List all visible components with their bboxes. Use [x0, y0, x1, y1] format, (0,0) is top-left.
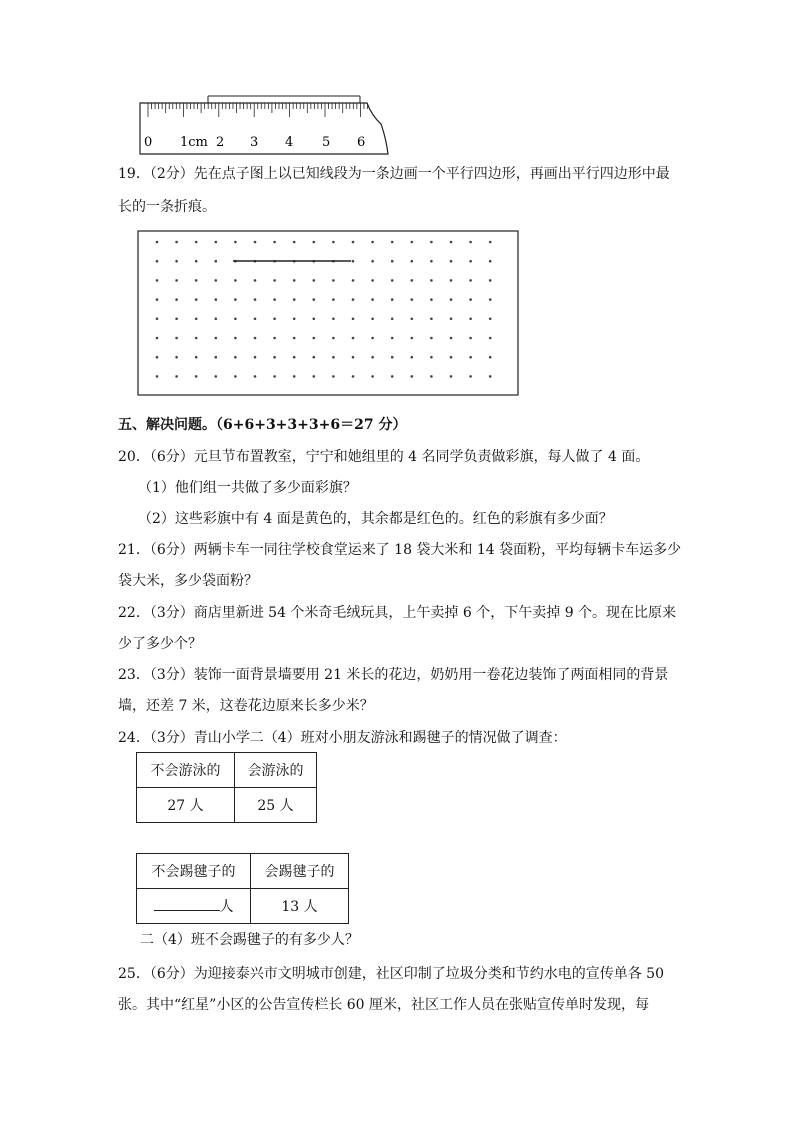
grid-dot — [313, 318, 316, 321]
q22-line2: 少了多少个？ — [118, 636, 202, 652]
grid-dot — [175, 356, 178, 359]
grid-dot — [234, 356, 237, 359]
grid-dot — [156, 298, 159, 301]
swimming-table — [136, 752, 317, 823]
grid-dot — [254, 298, 257, 301]
answer-blank[interactable] — [154, 896, 220, 911]
grid-dot — [411, 241, 414, 244]
q24-line1: 24．（3分）青山小学二（4）班对小朋友游泳和踢毽子的情况做了调查： — [118, 730, 567, 746]
grid-dot — [332, 279, 335, 282]
grid-dot — [156, 375, 159, 378]
grid-dot — [273, 298, 276, 301]
grid-dot — [469, 356, 472, 359]
swimming-value-can: 25 人 — [235, 788, 317, 823]
grid-dot — [313, 298, 316, 301]
grid-dot — [450, 356, 453, 359]
grid-dot — [371, 241, 374, 244]
grid-dot — [332, 356, 335, 359]
grid-dot — [411, 279, 414, 282]
grid-dot — [430, 260, 433, 263]
grid-dot — [254, 337, 257, 340]
grid-dot — [469, 375, 472, 378]
grid-dot — [195, 298, 198, 301]
grid-dot — [489, 356, 492, 359]
q25-line1: 25．（6分）为迎接泰兴市文明城市创建，社区印制了垃圾分类和节约水电的宣传单各 50 — [118, 966, 664, 982]
grid-dot — [254, 356, 257, 359]
grid-dot — [215, 337, 218, 340]
grid-dot — [175, 375, 178, 378]
grid-dot — [391, 337, 394, 340]
grid-dot — [175, 279, 178, 282]
grid-dot — [175, 298, 178, 301]
grid-dot — [332, 241, 335, 244]
grid-dot — [450, 318, 453, 321]
grid-dot — [215, 318, 218, 321]
grid-dot — [234, 241, 237, 244]
grid-dot — [430, 298, 433, 301]
ruler-figure — [136, 94, 396, 156]
grid-dot — [352, 337, 355, 340]
grid-dot — [273, 241, 276, 244]
ruler-label-0: 0 — [144, 135, 153, 150]
grid-dot — [156, 241, 159, 244]
grid-dot — [450, 260, 453, 263]
grid-dot — [175, 241, 178, 244]
swimming-header-can: 会游泳的 — [235, 753, 317, 788]
section-5-title: 五、解决问题。（6+6+3+3+3+6＝27 分） — [118, 417, 407, 433]
q24-question: 二（4）班不会踢毽子的有多少人？ — [140, 932, 359, 948]
grid-dot — [352, 298, 355, 301]
grid-dot — [273, 337, 276, 340]
grid-dot — [469, 318, 472, 321]
shuttlecock-header-can: 会踢毽子的 — [251, 854, 349, 889]
grid-dot — [156, 260, 159, 263]
grid-dot — [352, 241, 355, 244]
grid-dot — [313, 337, 316, 340]
grid-dot — [254, 241, 257, 244]
grid-dot — [489, 260, 492, 263]
grid-dot — [195, 279, 198, 282]
q25-line2: 张。其中“红星”小区的公告宣传栏长 60 厘米，社区工作人员在张贴宣传单时发现，每 — [118, 997, 650, 1013]
grid-dot — [411, 356, 414, 359]
grid-dot — [352, 375, 355, 378]
grid-dot — [156, 356, 159, 359]
shuttlecock-value-can: 13 人 — [251, 889, 349, 924]
grid-dot — [156, 318, 159, 321]
grid-dot — [391, 298, 394, 301]
grid-dot — [450, 298, 453, 301]
grid-dot — [195, 241, 198, 244]
grid-dot — [469, 260, 472, 263]
grid-dot — [332, 298, 335, 301]
grid-dot — [215, 356, 218, 359]
grid-dot — [411, 298, 414, 301]
grid-dot — [430, 279, 433, 282]
grid-dot — [411, 375, 414, 378]
grid-dot — [234, 279, 237, 282]
grid-dot — [371, 337, 374, 340]
grid-dot — [391, 318, 394, 321]
ruler-label-6: 6 — [357, 135, 366, 150]
grid-dot — [450, 241, 453, 244]
grid-dot — [352, 279, 355, 282]
q23-line1: 23．（3分）装饰一面背景墙要用 21 米长的花边，奶奶用一卷花边装饰了两面相同的背景 — [118, 667, 669, 683]
grid-dot — [352, 260, 355, 263]
grid-dot — [234, 318, 237, 321]
grid-dot — [175, 318, 178, 321]
shuttlecock-table — [136, 853, 349, 924]
grid-dot — [411, 260, 414, 263]
grid-dot — [313, 279, 316, 282]
grid-dot — [450, 375, 453, 378]
grid-dot — [469, 241, 472, 244]
grid-dot — [450, 337, 453, 340]
grid-dot — [234, 375, 237, 378]
q23-line2: 墙，还差 7 米，这卷花边原来长多少米？ — [118, 698, 374, 714]
grid-dot — [391, 279, 394, 282]
grid-dot — [175, 337, 178, 340]
grid-dot — [469, 298, 472, 301]
grid-dot — [411, 337, 414, 340]
blank-unit: 人 — [219, 899, 234, 915]
shuttlecock-header-cannot: 不会踢毽子的 — [137, 854, 251, 889]
ruler-label-2: 2 — [216, 135, 225, 150]
grid-dot — [313, 356, 316, 359]
ruler-label-1cm: 1cm — [180, 135, 208, 150]
grid-dot — [313, 375, 316, 378]
q19-line1: 19．（2分）先在点子图上以已知线段为一条边画一个平行四边形，再画出平行四边形中最 — [118, 166, 670, 182]
grid-dot — [430, 241, 433, 244]
grid-dot — [234, 337, 237, 340]
grid-dot — [352, 356, 355, 359]
grid-dot — [332, 337, 335, 340]
grid-dot — [175, 260, 178, 263]
grid-dot — [293, 375, 296, 378]
q20-line1: 20．（6分）元旦节布置教室，宁宁和她组里的 4 名同学负责做彩旗，每人做了 4 面。 — [118, 449, 650, 465]
grid-dot — [489, 337, 492, 340]
grid-dot — [391, 260, 394, 263]
swimming-value-cannot: 27 人 — [137, 788, 235, 823]
grid-dot — [489, 318, 492, 321]
grid-dot — [195, 356, 198, 359]
grid-dot — [450, 279, 453, 282]
ruler-labels — [144, 135, 365, 150]
grid-dot — [371, 318, 374, 321]
grid-dot — [215, 279, 218, 282]
grid-dot — [332, 375, 335, 378]
q20-sub2: （2）这些彩旗中有 4 面是黄色的，其余都是红色的。红色的彩旗有多少面？ — [138, 511, 613, 527]
grid-dot — [293, 318, 296, 321]
ruler-label-3: 3 — [250, 135, 259, 150]
q20-sub1: （1）他们组一共做了多少面彩旗？ — [138, 480, 357, 496]
shuttlecock-value-cannot — [137, 889, 251, 924]
grid-dot — [156, 337, 159, 340]
grid-dot — [195, 375, 198, 378]
grid-dot — [371, 356, 374, 359]
grid-dot — [430, 318, 433, 321]
grid-dot — [254, 318, 257, 321]
grid-dot — [293, 356, 296, 359]
measured-bracket — [208, 96, 360, 103]
ruler-label-5: 5 — [322, 135, 331, 150]
grid-dot — [293, 241, 296, 244]
grid-dot — [156, 279, 159, 282]
grid-dot — [195, 337, 198, 340]
grid-dot — [332, 318, 335, 321]
grid-dot — [371, 279, 374, 282]
grid-dot — [391, 356, 394, 359]
ruler-ticks — [148, 103, 367, 117]
grid-dot — [234, 298, 237, 301]
ruler-outline — [140, 103, 388, 154]
q21-line2: 袋大米，多少袋面粉？ — [118, 573, 258, 589]
grid-dot — [313, 241, 316, 244]
grid-dot — [352, 318, 355, 321]
grid-dot — [195, 260, 198, 263]
grid-dot — [254, 279, 257, 282]
q21-line1: 21．（6分）两辆卡车一同往学校食堂运来了 18 袋大米和 14 袋面粉，平均每辆卡车运多少 — [118, 542, 682, 558]
q19-line2: 长的一条折痕。 — [118, 199, 216, 215]
grid-dot — [430, 337, 433, 340]
grid-dot — [391, 241, 394, 244]
grid-dot — [215, 298, 218, 301]
grid-dot — [273, 318, 276, 321]
grid-dot — [273, 279, 276, 282]
grid-dot — [371, 298, 374, 301]
grid-dot — [293, 279, 296, 282]
grid-dot — [430, 356, 433, 359]
grid-dot — [469, 337, 472, 340]
ruler-label-4: 4 — [285, 135, 294, 150]
swimming-header-cannot: 不会游泳的 — [137, 753, 235, 788]
q22-line1: 22．（3分）商店里新进 54 个米奇毛绒玩具，上午卖掉 6 个，下午卖掉 9 个。现在比原来 — [118, 605, 677, 621]
grid-dot — [371, 375, 374, 378]
grid-dot — [215, 241, 218, 244]
grid-dot — [430, 375, 433, 378]
grid-dot — [469, 279, 472, 282]
grid-dot — [411, 318, 414, 321]
dot-grid-border — [138, 231, 518, 395]
grid-dot — [391, 375, 394, 378]
grid-dot — [293, 337, 296, 340]
grid-dot — [215, 260, 218, 263]
grid-dot — [215, 375, 218, 378]
grid-dot — [254, 375, 257, 378]
grid-dot — [293, 298, 296, 301]
grid-dot — [273, 375, 276, 378]
grid-dot — [195, 318, 198, 321]
grid-dot — [489, 279, 492, 282]
grid-dot — [371, 260, 374, 263]
dot-grid-figure — [137, 230, 519, 396]
grid-dot — [489, 298, 492, 301]
grid-dot — [273, 356, 276, 359]
grid-dot — [489, 241, 492, 244]
grid-dot — [489, 375, 492, 378]
